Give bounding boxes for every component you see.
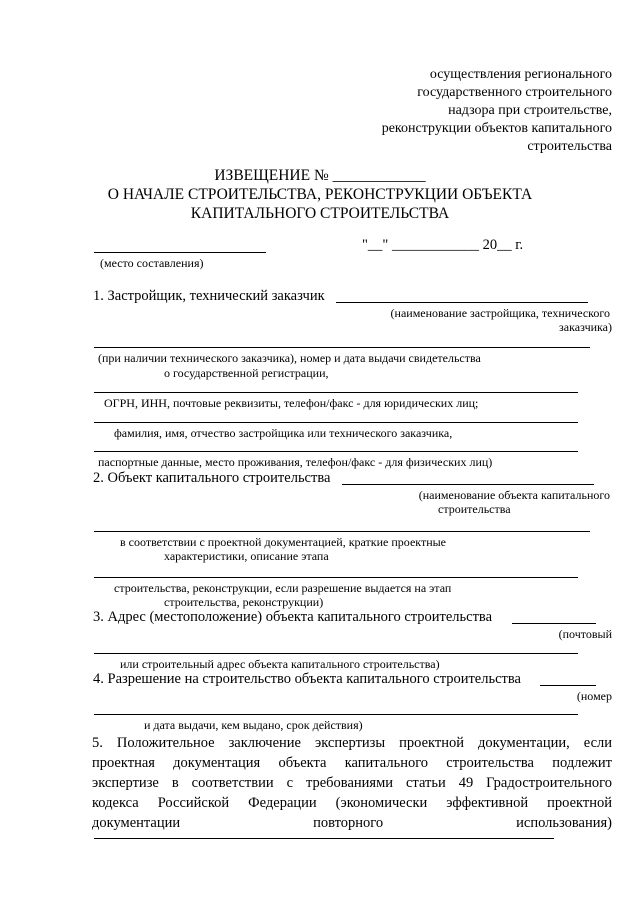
- object-caption-3: в соответствии с проектной документацией, краткие проектные: [120, 535, 446, 549]
- developer-caption-2: заказчика): [559, 320, 612, 334]
- place-caption: (место составления): [100, 256, 204, 270]
- permit-caption-1: (номер: [576, 689, 612, 703]
- section-4-label: 4. Разрешение на строительство объекта капитального строительства: [93, 671, 521, 687]
- object-caption-1: (наименование объекта капитального: [418, 488, 610, 502]
- section-2-label: 2. Объект капитального строительства: [93, 470, 331, 486]
- section-3-label: 3. Адрес (местоположение) объекта капитального строительства: [93, 609, 493, 625]
- developer-caption-3: (при наличии технического заказчика), номер и дата выдачи свидетельства: [98, 351, 481, 365]
- object-field-line[interactable]: [342, 484, 594, 485]
- header-line-2: государственного строительного: [417, 85, 612, 100]
- developer-caption-7: паспортные данные, место проживания, телефон/факс - для физических лиц): [98, 455, 493, 469]
- object-line-2[interactable]: [94, 531, 590, 532]
- developer-line-5[interactable]: [94, 451, 578, 452]
- permit-field-line[interactable]: [540, 685, 596, 686]
- object-line-3[interactable]: [94, 577, 578, 578]
- section-5-line-5: документации повторного использования): [92, 815, 612, 831]
- developer-line-2[interactable]: [94, 347, 590, 348]
- permit-line-2[interactable]: [94, 714, 578, 715]
- section-5-line-2: проектная документация объекта капитального строительства подлежит: [92, 755, 612, 771]
- developer-caption-5: ОГРН, ИНН, почтовые реквизиты, телефон/факс - для юридических лиц;: [104, 396, 479, 410]
- object-caption-2: строительства: [438, 502, 511, 516]
- object-caption-4: характеристики, описание этапа: [164, 549, 329, 563]
- notice-title-sub: КАПИТАЛЬНОГО СТРОИТЕЛЬСТВА: [190, 205, 450, 222]
- notice-title-number: ИЗВЕЩЕНИЕ № ____________: [214, 167, 426, 184]
- section-1-label: 1. Застройщик, технический заказчик: [93, 288, 325, 304]
- section-5-line-3: экспертизе в соответствии с требованиями статьи 49 Градостроительного: [92, 775, 612, 791]
- header-line-4: реконструкции объектов капитального: [381, 121, 612, 136]
- developer-line-3[interactable]: [94, 392, 578, 393]
- developer-field-line[interactable]: [336, 302, 588, 303]
- object-caption-5: строительства, реконструкции, если разрешение выдается на этап: [114, 581, 452, 595]
- notice-title-main: О НАЧАЛЕ СТРОИТЕЛЬСТВА, РЕКОНСТРУКЦИИ ОБЪЕКТА: [107, 186, 533, 203]
- date-field[interactable]: "__" ____________ 20__ г.: [362, 237, 524, 253]
- place-field-line[interactable]: [94, 252, 266, 253]
- address-field-line[interactable]: [512, 623, 596, 624]
- developer-line-4[interactable]: [94, 422, 578, 423]
- section-5-line-1: 5. Положительное заключение экспертизы проектной документации, если: [92, 735, 612, 751]
- address-caption-2: или строительный адрес объекта капитального строительства): [120, 657, 440, 671]
- address-line-2[interactable]: [94, 653, 578, 654]
- developer-caption-4: о государственной регистрации,: [164, 366, 329, 380]
- header-line-3: надзора при строительстве,: [448, 103, 612, 118]
- object-caption-6: строительства, реконструкции): [164, 595, 324, 609]
- address-caption-1: (почтовый: [558, 627, 612, 641]
- permit-caption-2: и дата выдачи, кем выдано, срок действия): [144, 718, 363, 732]
- header-line-1: осуществления регионального: [429, 67, 612, 82]
- developer-caption-6: фамилия, имя, отчество застройщика или технического заказчика,: [114, 426, 453, 440]
- section-5-line-4: кодекса Российской Федерации (экономически эффективной проектной: [92, 795, 612, 811]
- expertise-field-line[interactable]: [94, 838, 554, 839]
- header-line-5: строительства: [527, 139, 612, 154]
- developer-caption-1: (наименование застройщика, технического: [390, 306, 610, 320]
